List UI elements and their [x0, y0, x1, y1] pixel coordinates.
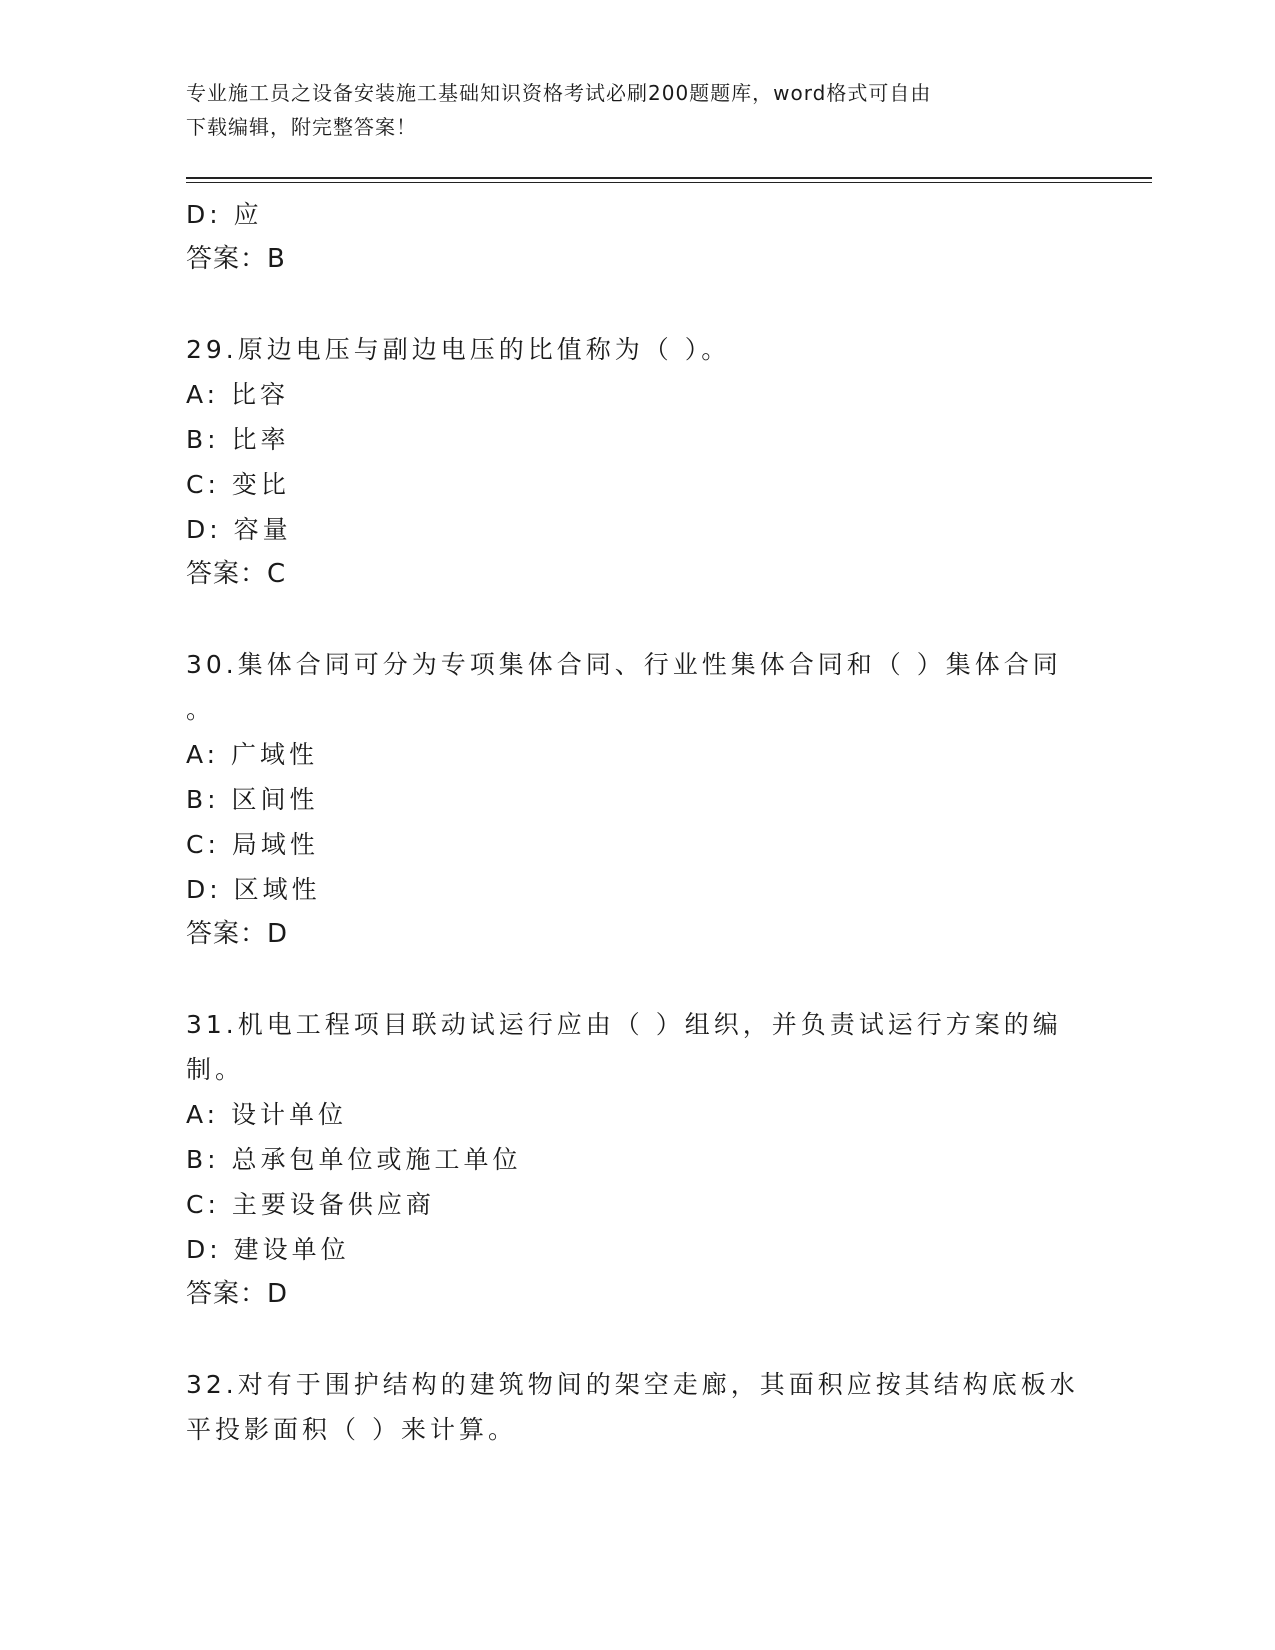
question-text-line2: 制。	[186, 1055, 245, 1084]
option-b: B: 比率	[186, 425, 290, 454]
question-32	[186, 1362, 1086, 1452]
option-a: A: 比容	[186, 380, 290, 409]
option-d: D: 容量	[186, 515, 292, 544]
prev-answer: 答案：B	[186, 244, 286, 274]
option-d: D: 建设单位	[186, 1235, 350, 1264]
question-29	[186, 327, 1086, 597]
prev-option-d: D: 应	[186, 200, 263, 229]
question-text-line1: 32.对有于围护结构的建筑物间的架空走廊，其面积应按其结构底板水	[186, 1370, 1079, 1399]
answer: 答案：C	[186, 559, 287, 589]
question-text-line1: 30.集体合同可分为专项集体合同、行业性集体合同和（ ）集体合同	[186, 650, 1062, 679]
header-title-line1: 专业施工员之设备安装施工基础知识资格考试必刷200题题库，word格式可自由	[186, 81, 932, 105]
spacer	[186, 597, 1086, 642]
option-a: A: 广域性	[186, 740, 319, 769]
option-c: C: 变比	[186, 470, 290, 499]
header-divider-thick	[186, 177, 1152, 179]
header-title-line2: 下载编辑，附完整答案！	[186, 115, 417, 139]
answer: 答案：D	[186, 1279, 289, 1309]
question-31	[186, 1002, 1086, 1317]
option-d: D: 区域性	[186, 875, 321, 904]
spacer	[186, 957, 1086, 1002]
option-c: C: 局域性	[186, 830, 319, 859]
question-30	[186, 642, 1086, 957]
option-b: B: 区间性	[186, 785, 319, 814]
option-c: C: 主要设备供应商	[186, 1190, 435, 1219]
document-header	[186, 76, 1066, 144]
question-text-line2: 。	[186, 695, 216, 724]
header-divider-thin	[186, 182, 1152, 183]
question-text: 29.原边电压与副边电压的比值称为（ ）。	[186, 335, 731, 364]
question-text-line2: 平投影面积（ ）来计算。	[186, 1415, 517, 1444]
option-a: A: 设计单位	[186, 1100, 348, 1129]
spacer	[186, 1317, 1086, 1362]
question-list	[186, 192, 1086, 1452]
answer: 答案：D	[186, 919, 289, 949]
question-text-line1: 31.机电工程项目联动试运行应由（ ）组织，并负责试运行方案的编	[186, 1010, 1062, 1039]
option-b: B: 总承包单位或施工单位	[186, 1145, 522, 1174]
spacer	[186, 282, 1086, 327]
